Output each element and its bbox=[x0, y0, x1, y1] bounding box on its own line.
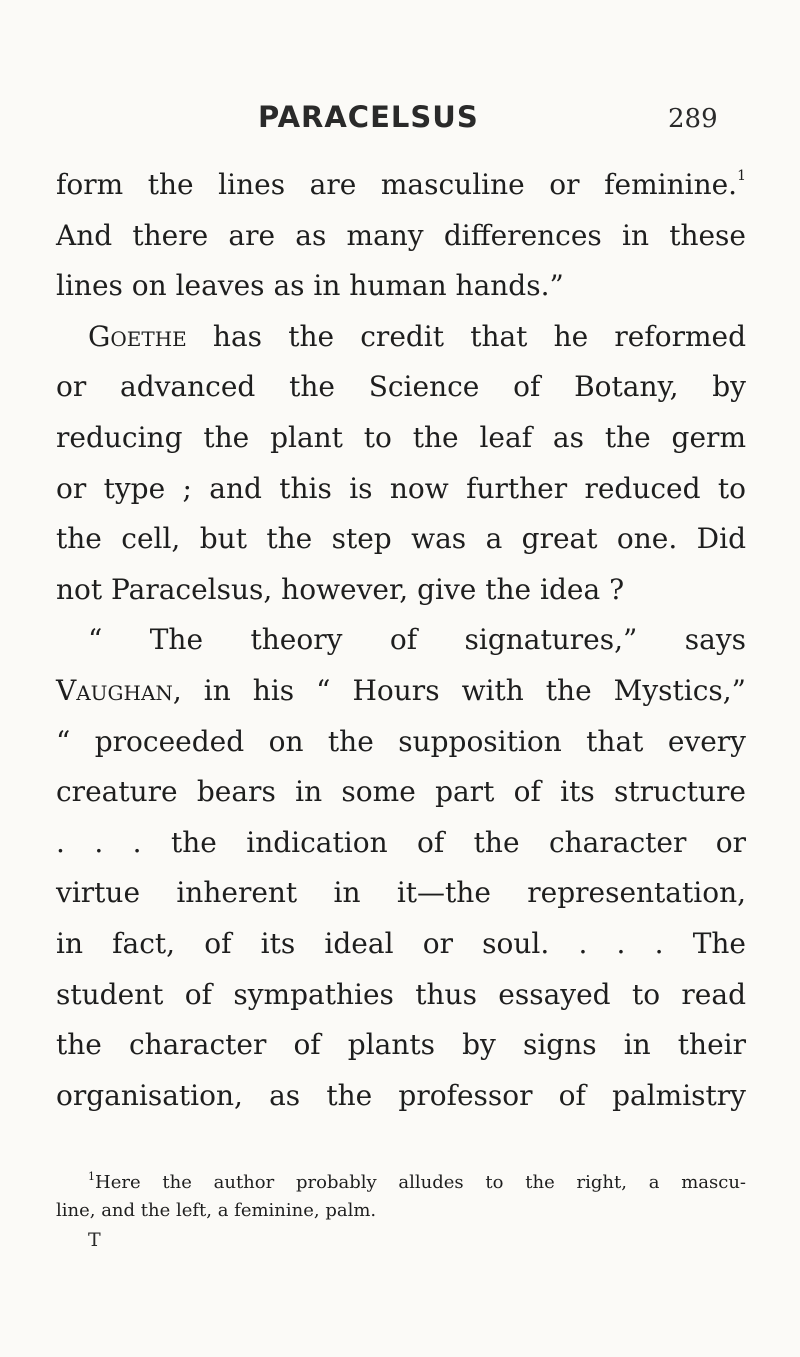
footnote-marker: 1 bbox=[737, 168, 746, 184]
text-line: organisation, as the professor of palmistry bbox=[56, 1078, 746, 1112]
signature-mark: T bbox=[88, 1229, 101, 1251]
text-line: Vaughan, in his “ Hours with the Mystics,” bbox=[56, 673, 746, 707]
text-line: the cell, but the step was a great one. Did bbox=[56, 522, 746, 556]
text-line: or type ; and this is now further reduced to bbox=[56, 471, 746, 505]
footnote-line: line, and the left, a feminine, palm. bbox=[56, 1200, 377, 1221]
text-line: “ proceeded on the supposition that every bbox=[56, 724, 746, 758]
text-line: “ The theory of signatures,” says bbox=[88, 623, 746, 657]
text-line: not Paracelsus, however, give the idea ? bbox=[56, 572, 625, 606]
author-name-goethe: Goethe bbox=[88, 319, 187, 353]
author-name-vaughan: Vaughan bbox=[56, 673, 173, 707]
text-line: reducing the plant to the leaf as the germ bbox=[56, 420, 746, 454]
text-line: in fact, of its ideal or soul. . . . The bbox=[56, 926, 746, 960]
text-line: . . . the indication of the character or bbox=[56, 825, 746, 859]
text-line: lines on leaves as in human hands.” bbox=[56, 269, 564, 303]
footnote bbox=[56, 1169, 746, 1225]
text-line: Goethe has the credit that he reformed bbox=[88, 319, 746, 353]
page-number: 289 bbox=[668, 104, 718, 134]
text-line: the character of plants by signs in their bbox=[56, 1028, 746, 1062]
text-line: or advanced the Science of Botany, by bbox=[56, 370, 746, 404]
text-line: student of sympathies thus essayed to read bbox=[56, 977, 746, 1011]
text-line: form the lines are masculine or feminine.$^1$ bbox=[56, 168, 746, 201]
footnote-line: $^1$Here the author probably alludes to the right, a mascu- bbox=[88, 1170, 746, 1193]
body-text bbox=[56, 160, 746, 1121]
book-page bbox=[56, 0, 746, 1357]
running-title: PARACELSUS bbox=[258, 100, 479, 134]
text-line: creature bears in some part of its structure bbox=[56, 775, 746, 809]
text-line: And there are as many differences in these bbox=[56, 218, 746, 252]
footnote-marker: 1 bbox=[88, 1170, 95, 1183]
running-head bbox=[56, 100, 746, 140]
text-line: virtue inherent in it—the representation, bbox=[56, 876, 746, 910]
